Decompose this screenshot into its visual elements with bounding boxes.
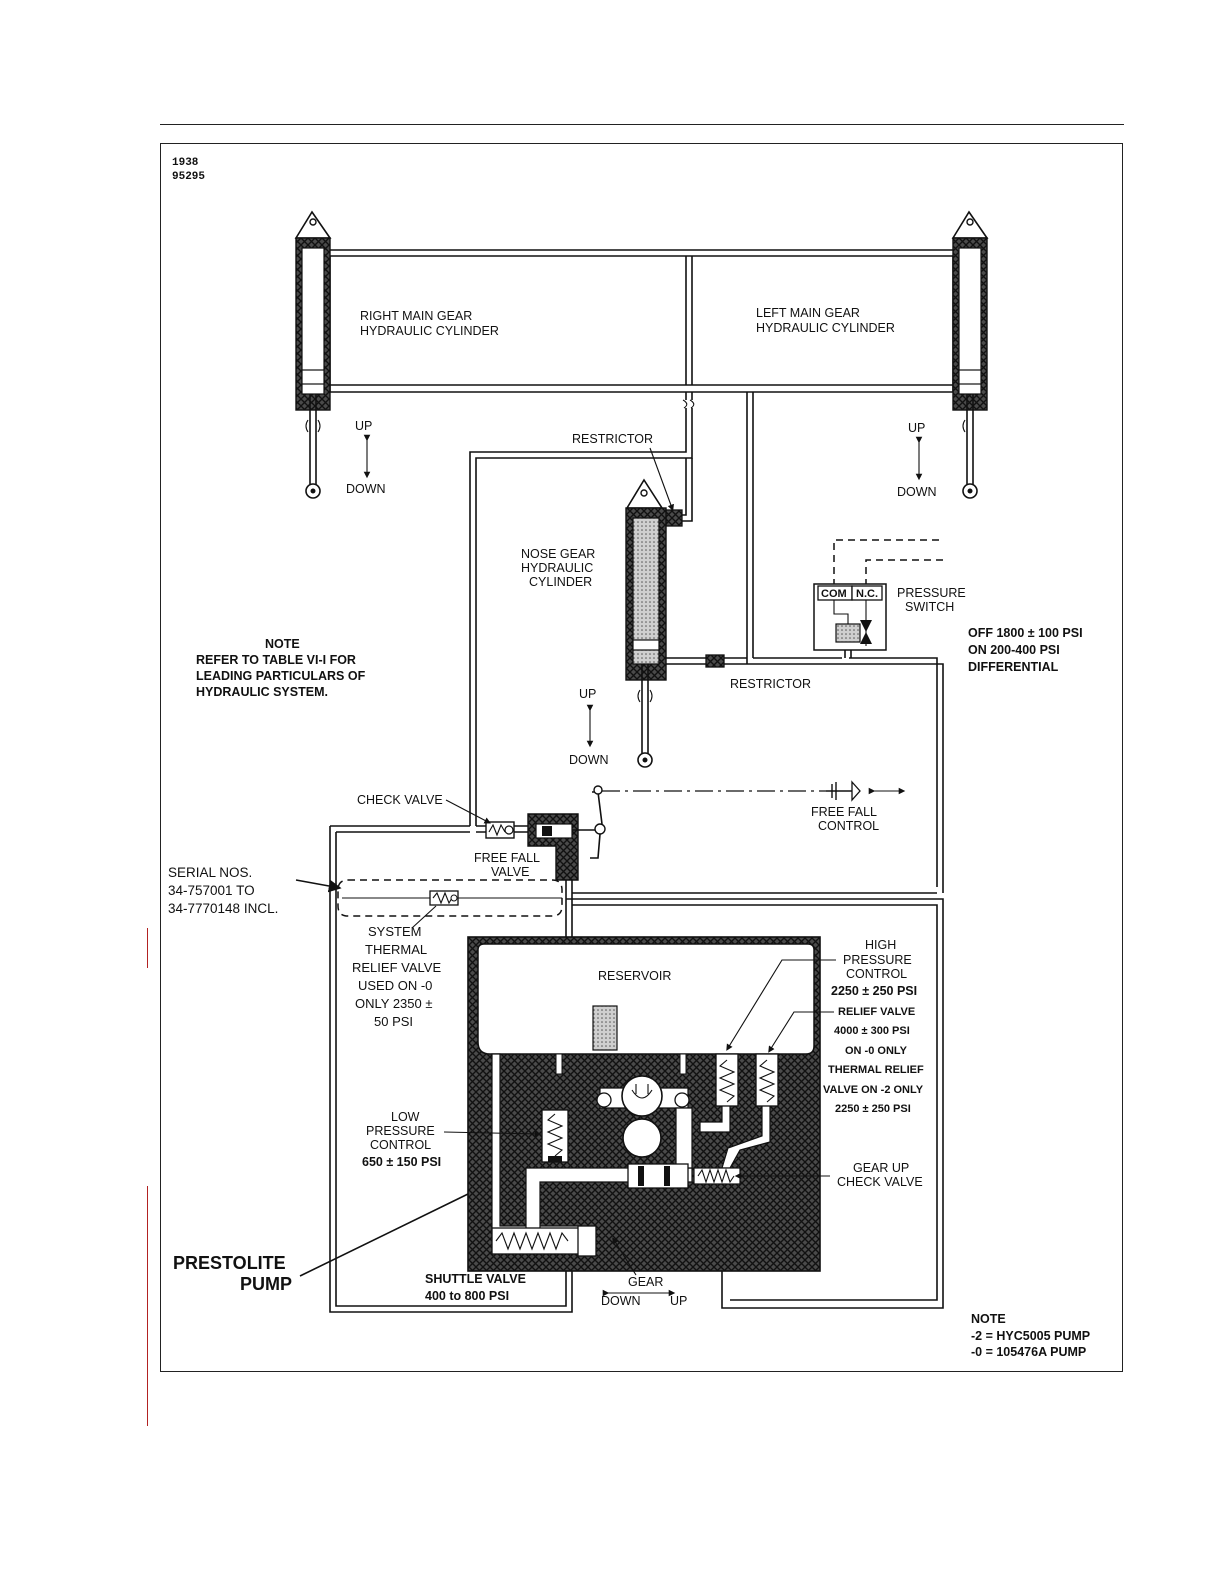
prestolite-pump-body [468, 937, 820, 1271]
lp-control-label-3: CONTROL [370, 1138, 432, 1152]
check-valve-label: CHECK VALVE [357, 793, 443, 807]
switch-spec-1: OFF 1800 ± 100 PSI [968, 626, 1083, 640]
figure-ref-b: 95295 [172, 171, 206, 183]
restrictor-upper [666, 510, 682, 526]
check-valve [476, 822, 530, 838]
hp-control-label-1: HIGH [865, 938, 897, 952]
gear-up-check-label-2: CHECK VALVE [837, 1175, 923, 1189]
restrictor-lower-label: RESTRICTOR [730, 677, 812, 691]
left-main-gear-label-1: LEFT MAIN GEAR [756, 306, 860, 320]
switch-spec-3: DIFFERENTIAL [968, 660, 1059, 674]
shuttle-valve-label-1: SHUTTLE VALVE [425, 1272, 526, 1286]
relief-valve-label-3: ON -0 ONLY [845, 1045, 907, 1057]
note-pump-title: NOTE [971, 1312, 1006, 1326]
left-main-gear-cylinder [953, 212, 987, 498]
note-table-title: NOTE [265, 637, 300, 651]
restrictor-upper-label: RESTRICTOR [572, 432, 654, 446]
reservoir-label: RESERVOIR [598, 969, 672, 983]
right-up-label: UP [355, 419, 373, 433]
shuttle-valve-label-2: 400 to 800 PSI [425, 1289, 510, 1303]
thermal-relief-label-1: SYSTEM [368, 924, 422, 939]
free-fall-valve-label-1: FREE FALL [474, 851, 540, 865]
thermal-relief-leader [412, 906, 436, 928]
switch-nc-label: N.C. [856, 588, 878, 600]
thermal-relief-label-6: 50 PSI [374, 1014, 414, 1029]
check-valve-leader [446, 800, 488, 822]
switch-com-label: COM [821, 588, 847, 600]
switch-spec-2: ON 200-400 PSI [968, 643, 1060, 657]
gear-down-label: DOWN [601, 1294, 641, 1308]
prestolite-pump-leader [300, 1194, 468, 1276]
note-table-line-1: REFER TO TABLE VI-I FOR [196, 653, 356, 667]
left-down-label: DOWN [897, 485, 937, 499]
free-fall-control-label-1: FREE FALL [811, 805, 877, 819]
free-fall-control [602, 782, 902, 800]
note-pump-line-1: -2 = HYC5005 PUMP [971, 1329, 1091, 1343]
serial-nos-line-3: 34-7770148 INCL. [168, 901, 279, 916]
prestolite-pump-label-2: PUMP [240, 1274, 293, 1294]
thermal-relief-dashed-circuit [338, 880, 562, 916]
hp-control-label-4: 2250 ± 250 PSI [831, 984, 918, 998]
hp-control-label-3: CONTROL [846, 967, 908, 981]
relief-valve-label-4: THERMAL RELIEF [828, 1064, 924, 1076]
left-main-gear-label-2: HYDRAULIC CYLINDER [756, 321, 895, 335]
lp-control-label-2: PRESSURE [366, 1124, 435, 1138]
right-main-gear-label-1: RIGHT MAIN GEAR [360, 309, 473, 323]
note-pump-line-2: -0 = 105476A PUMP [971, 1345, 1087, 1359]
relief-valve-label-5: VALVE ON -2 ONLY [823, 1084, 924, 1096]
hp-control-label-2: PRESSURE [843, 953, 912, 967]
relief-valve-label-2: 4000 ± 300 PSI [834, 1025, 910, 1037]
lp-control-label-1: LOW [391, 1110, 420, 1124]
thermal-relief-label-3: RELIEF VALVE [352, 960, 442, 975]
relief-valve-label-6: 2250 ± 250 PSI [835, 1103, 911, 1115]
right-main-gear-cylinder [296, 212, 330, 498]
gear-up-check-label-1: GEAR UP [853, 1161, 910, 1175]
gear-up-label: UP [670, 1294, 688, 1308]
nose-up-label: UP [579, 687, 597, 701]
serial-nos-line-2: 34-757001 TO [168, 883, 255, 898]
free-fall-control-label-2: CONTROL [818, 819, 880, 833]
nose-gear-label-2: HYDRAULIC [521, 561, 594, 575]
nose-down-label: DOWN [569, 753, 609, 767]
nose-gear-label-1: NOSE GEAR [521, 547, 596, 561]
note-table-line-3: HYDRAULIC SYSTEM. [196, 685, 328, 699]
pressure-switch-label-1: PRESSURE [897, 586, 966, 600]
figure-ref-a: 1938 [172, 157, 199, 169]
nose-gear-label-3: CYLINDER [529, 575, 593, 589]
right-main-gear-label-2: HYDRAULIC CYLINDER [360, 324, 499, 338]
serial-nos-line-1: SERIAL NOS. [168, 865, 253, 880]
thermal-relief-label-4: USED ON -0 [358, 978, 433, 993]
relief-valve-label-1: RELIEF VALVE [838, 1006, 916, 1018]
thermal-relief-label-2: THERMAL [365, 942, 428, 957]
gear-label: GEAR [628, 1275, 664, 1289]
nose-gear-cylinder [626, 480, 666, 767]
left-up-label: UP [908, 421, 926, 435]
serial-nos-arrow [296, 880, 340, 888]
thermal-relief-label-5: ONLY 2350 ± [355, 996, 433, 1011]
prestolite-pump-label-1: PRESTOLITE [173, 1253, 286, 1273]
right-down-label: DOWN [346, 482, 386, 496]
free-fall-valve-label-2: VALVE [491, 865, 530, 879]
restrictor-lower [706, 655, 724, 667]
lp-control-label-4: 650 ± 150 PSI [362, 1155, 442, 1169]
pressure-switch-label-2: SWITCH [905, 600, 955, 614]
free-fall-valve [528, 786, 605, 880]
note-table-line-2: LEADING PARTICULARS OF [196, 669, 366, 683]
